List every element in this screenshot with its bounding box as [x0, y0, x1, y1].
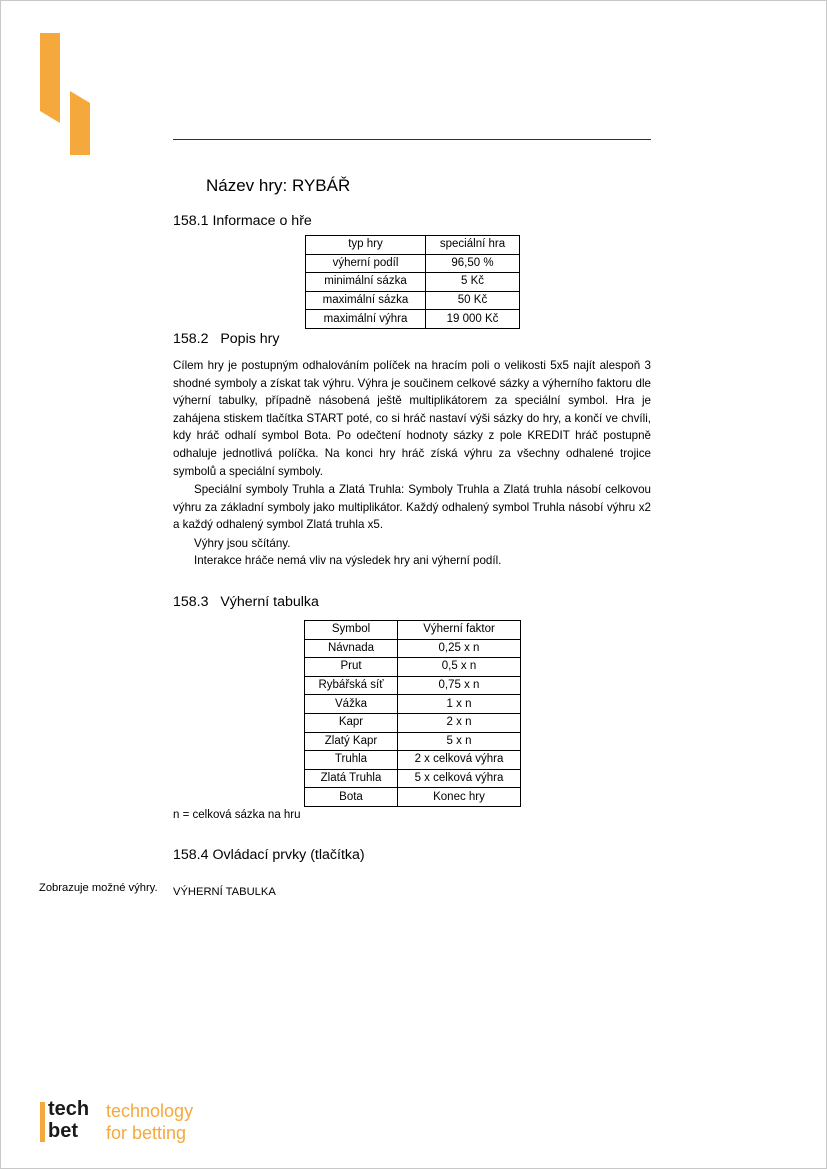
- table-cell: Konec hry: [398, 788, 521, 807]
- brand-for-betting: for betting: [106, 1123, 187, 1143]
- table-row: [306, 236, 520, 255]
- brand-wordmark: [48, 1098, 89, 1142]
- table-cell: 50 Kč: [426, 291, 520, 310]
- info-table: [305, 235, 520, 329]
- table-row: [306, 273, 520, 292]
- table-cell: 96,50 %: [426, 254, 520, 273]
- paytable-button-label: VÝHERNÍ TABULKA: [173, 886, 276, 898]
- table-cell: 2 x celková výhra: [398, 751, 521, 770]
- button-description: Zobrazuje možné výhry.: [39, 882, 158, 894]
- table-cell: 0,25 x n: [398, 639, 521, 658]
- table-cell: Kapr: [305, 713, 398, 732]
- table-cell: minimální sázka: [306, 273, 426, 292]
- section-heading-info: 158.1 Informace o hře: [173, 213, 312, 229]
- table-cell: Zlatý Kapr: [305, 732, 398, 751]
- header-rule: [173, 139, 651, 140]
- brand-tech: tech: [48, 1098, 90, 1120]
- table-cell: Zlatá Truhla: [305, 769, 398, 788]
- paytable: [304, 620, 521, 807]
- wins-summed-paragraph: Výhry jsou sčítány.: [194, 537, 291, 550]
- table-cell: Bota: [305, 788, 398, 807]
- table-row: [305, 788, 521, 807]
- table-row: [305, 658, 521, 677]
- brand-logo-mark: [40, 33, 92, 155]
- table-cell: výherní podíl: [306, 254, 426, 273]
- table-row: [306, 291, 520, 310]
- table-cell: 1 x n: [398, 695, 521, 714]
- paytable-note: n = celková sázka na hru: [173, 809, 301, 821]
- table-row: [305, 732, 521, 751]
- special-symbols-paragraph: Speciální symboly Truhla a Zlatá Truhla: Symboly Truhla a Zlatá truhla násobí celkovou výhru za základní symboly jako multiplikátor. Každý odhalený symbol Truhla násobí výhru x2 a každý odhalený symbol Zlatá truhla x5.: [173, 483, 651, 532]
- section-heading-description: 158.2 Popis hry: [173, 331, 280, 347]
- table-cell: Prut: [305, 658, 398, 677]
- game-title: Název hry: RYBÁŘ: [206, 176, 351, 195]
- table-cell: maximální sázka: [306, 291, 426, 310]
- table-row: [305, 676, 521, 695]
- interaction-paragraph: Interakce hráče nemá vliv na výsledek hry ani výherní podíl.: [194, 554, 502, 567]
- table-row: [306, 310, 520, 329]
- table-header-cell: Výherní faktor: [398, 621, 521, 640]
- table-row: [305, 769, 521, 788]
- logo-bar-right: [70, 91, 90, 155]
- table-cell: 19 000 Kč: [426, 310, 520, 329]
- table-header-cell: Symbol: [305, 621, 398, 640]
- table-cell: speciální hra: [426, 236, 520, 255]
- table-cell: 5 x n: [398, 732, 521, 751]
- brand-bet: bet: [48, 1120, 78, 1142]
- logo-bar-left: [40, 33, 60, 123]
- table-cell: 0,5 x n: [398, 658, 521, 677]
- table-cell: 2 x n: [398, 713, 521, 732]
- table-cell: 0,75 x n: [398, 676, 521, 695]
- section-heading-paytable: 158.3 Výherní tabulka: [173, 594, 319, 610]
- table-cell: Rybářská síť: [305, 676, 398, 695]
- description-paragraph: Cílem hry je postupným odhalováním políček na hracím poli o velikosti 5x5 najít alespoň 3 shodné symboly a získat tak výhru. Výhra je součinem celkové sázky a výherního faktoru dle výherní tabulky, případně násobená ještě multiplikátorem za speciální symbol. Hra je zahájena stiskem tlačítka START poté, co si hráč nastaví výši sázky do hry, a končí ve chvíli, kdy hráč odhalí symbol Bota. Po odečtení hodnoty sázky z pole KREDIT hráč postupně odhaluje jednotlivá políčka. Na konci hry hráč získá výhru za všechny odhalené trojice symbolů a speciální symboly.: [173, 359, 651, 478]
- table-row: [305, 695, 521, 714]
- table-row: [305, 751, 521, 770]
- brand-bar: [40, 1102, 45, 1142]
- brand-tagline: [106, 1100, 193, 1144]
- table-cell: Vážka: [305, 695, 398, 714]
- table-row: [305, 713, 521, 732]
- table-cell: typ hry: [306, 236, 426, 255]
- table-cell: maximální výhra: [306, 310, 426, 329]
- table-cell: 5 x celková výhra: [398, 769, 521, 788]
- brand-technology: technology: [106, 1101, 194, 1121]
- table-row: [306, 254, 520, 273]
- table-cell: Truhla: [305, 751, 398, 770]
- table-cell: Návnada: [305, 639, 398, 658]
- section-heading-controls: 158.4 Ovládací prvky (tlačítka): [173, 847, 365, 863]
- table-cell: 5 Kč: [426, 273, 520, 292]
- table-row: [305, 639, 521, 658]
- table-header-row: [305, 621, 521, 640]
